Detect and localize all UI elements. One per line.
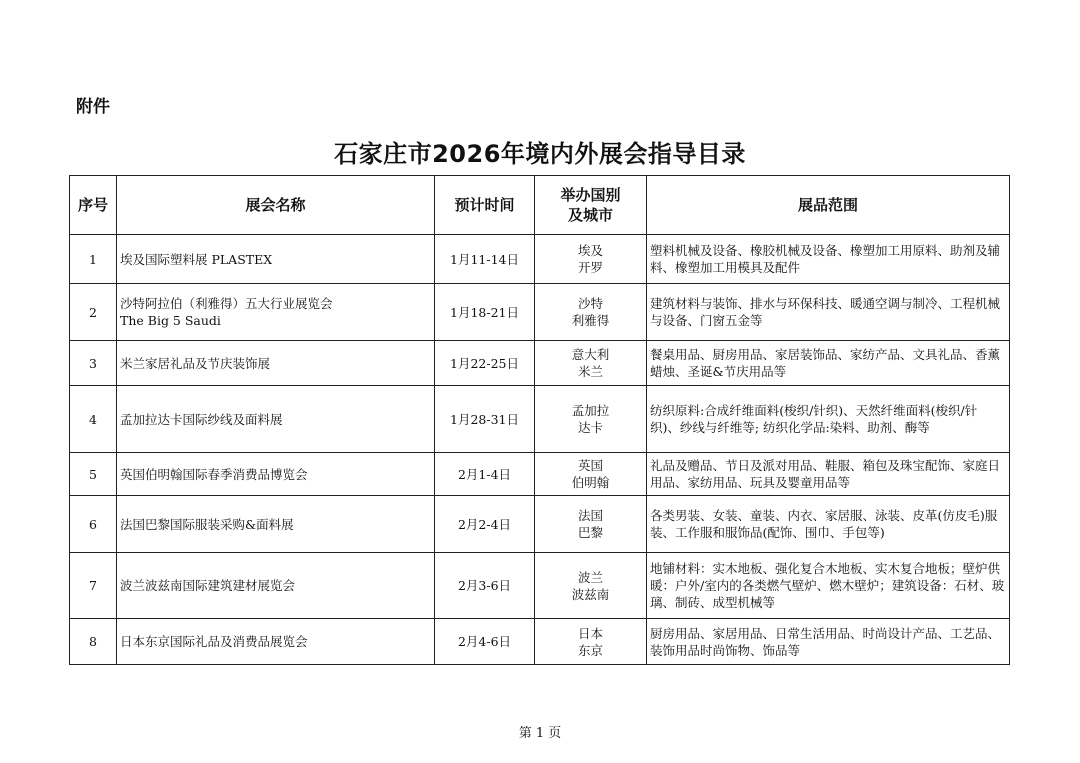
cell-name	[117, 453, 435, 496]
table-header-row	[70, 176, 1010, 235]
header-name: 展会名称	[117, 176, 435, 235]
country: 埃及	[577, 243, 603, 258]
country: 意大利	[571, 347, 610, 362]
attachment-label: 附件	[76, 97, 110, 117]
header-scope: 展品范围	[647, 176, 1010, 235]
cell-city	[535, 619, 647, 665]
country: 孟加拉	[571, 403, 610, 418]
country: 英国	[577, 458, 603, 473]
name-line1: 波兰波兹南国际建筑建材展览会	[120, 578, 296, 593]
table-row	[70, 284, 1010, 341]
header-city-line1: 举办国别	[560, 186, 621, 204]
document-title: 石家庄市2026年境内外展会指导目录	[334, 140, 746, 168]
cell-seq: 3	[70, 341, 117, 386]
city: 米兰	[577, 364, 603, 379]
cell-name	[117, 235, 435, 284]
cell-scope: 建筑材料与装饰、排水与环保科技、暖通空调与制冷、工程机械与设备、门窗五金等	[647, 284, 1010, 341]
city: 伯明翰	[571, 475, 610, 490]
header-time: 预计时间	[435, 176, 535, 235]
name-line1: 米兰家居礼品及节庆装饰展	[120, 355, 271, 371]
cell-seq: 1	[70, 235, 117, 284]
cell-name	[117, 341, 435, 386]
cell-time: 1月18-21日	[435, 284, 535, 341]
cell-city	[535, 496, 647, 553]
cell-time: 2月3-6日	[435, 553, 535, 619]
name-line1: 埃及国际塑料展 PLASTEX	[120, 251, 273, 267]
name-line1: 英国伯明翰国际春季消费品博览会	[120, 466, 308, 482]
cell-time: 1月28-31日	[435, 386, 535, 453]
table-row	[70, 553, 1010, 619]
exhibition-catalog-table	[69, 175, 1010, 665]
table-row	[70, 235, 1010, 284]
country: 日本	[577, 625, 603, 641]
cell-seq: 2	[70, 284, 117, 341]
cell-scope: 厨房用品、家居用品、日常生活用品、时尚设计产品、工艺品、装饰用品时尚饰物、饰品等	[647, 619, 1010, 665]
cell-scope: 塑料机械及设备、橡胶机械及设备、橡塑加工用原料、助剂及辅料、橡塑加工用模具及配件	[647, 235, 1010, 284]
cell-seq: 6	[70, 496, 117, 553]
cell-seq: 4	[70, 386, 117, 453]
cell-city	[535, 386, 647, 453]
country: 沙特	[577, 296, 603, 311]
cell-city	[535, 284, 647, 341]
cell-time: 2月2-4日	[435, 496, 535, 553]
name-line1: 法国巴黎国际服装采购&面料展	[120, 516, 294, 532]
cell-city	[535, 341, 647, 386]
table-row	[70, 386, 1010, 453]
cell-name	[117, 553, 435, 619]
table-row	[70, 341, 1010, 386]
table-row	[70, 453, 1010, 496]
city: 达卡	[577, 420, 603, 435]
cell-seq: 8	[70, 619, 117, 665]
header-seq: 序号	[70, 176, 117, 235]
cell-name	[117, 284, 435, 341]
city: 利雅得	[571, 313, 610, 328]
name-line1: 孟加拉达卡国际纱线及面料展	[120, 411, 283, 427]
city: 东京	[577, 642, 603, 658]
cell-time: 1月22-25日	[435, 341, 535, 386]
cell-city	[535, 453, 647, 496]
name-line1: 沙特阿拉伯（利雅得）五大行业展览会	[120, 296, 333, 311]
header-city	[535, 176, 647, 235]
cell-scope: 各类男装、女装、童装、内衣、家居服、泳装、皮革(仿皮毛)服装、工作服和服饰品(配饰、围巾、手包等)	[647, 496, 1010, 553]
cell-scope: 餐桌用品、厨房用品、家居装饰品、家纺产品、文具礼品、香薰蜡烛、圣诞&节庆用品等	[647, 341, 1010, 386]
table-row	[70, 496, 1010, 553]
cell-time: 1月11-14日	[435, 235, 535, 284]
city: 开罗	[577, 260, 603, 275]
city: 波兹南	[571, 586, 610, 602]
cell-city	[535, 553, 647, 619]
cell-scope: 礼品及赠品、节日及派对用品、鞋服、箱包及珠宝配饰、家庭日用品、家纺用品、玩具及婴童用品等	[647, 453, 1010, 496]
cell-name	[117, 386, 435, 453]
cell-scope: 纺织原料:合成纤维面料(梭织/针织)、天然纤维面料(梭织/针织)、纱线与纤维等; 纺织化学品:染料、助剂、酶等	[647, 386, 1010, 453]
cell-city	[535, 235, 647, 284]
cell-scope: 地铺材料：实木地板、强化复合木地板、实木复合地板；壁炉供暖：户外/室内的各类燃气壁炉、燃木壁炉；建筑设备：石材、玻璃、制砖、成型机械等	[647, 553, 1010, 619]
cell-time: 2月1-4日	[435, 453, 535, 496]
cell-seq: 5	[70, 453, 117, 496]
cell-name	[117, 496, 435, 553]
cell-name	[117, 619, 435, 665]
name-line2: The Big 5 Saudi	[120, 313, 221, 328]
table-row	[70, 619, 1010, 665]
page-footer: 第 1 页	[518, 726, 562, 741]
header-city-line2: 及城市	[567, 206, 613, 224]
cell-seq: 7	[70, 553, 117, 619]
country: 法国	[577, 508, 603, 523]
name-line1: 日本东京国际礼品及消费品展览会	[120, 634, 308, 649]
country: 波兰	[577, 569, 603, 585]
cell-time: 2月4-6日	[435, 619, 535, 665]
city: 巴黎	[577, 525, 603, 540]
